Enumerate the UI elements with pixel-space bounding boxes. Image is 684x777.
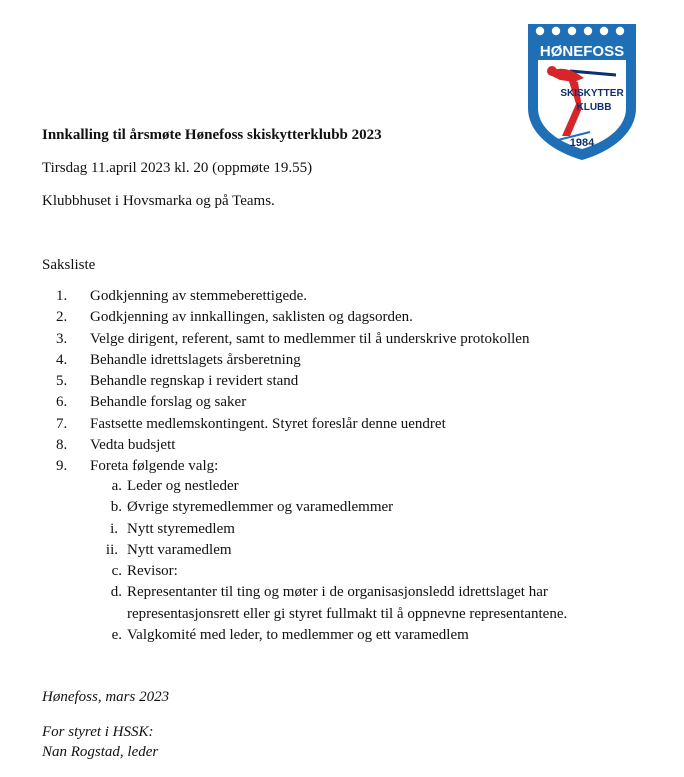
agenda-item-text: Behandle forslag og saker: [90, 394, 247, 411]
sub-item-number: i.: [110, 520, 118, 537]
sub-item-number: c.: [111, 563, 122, 580]
sub-item-number: b.: [110, 499, 122, 516]
agenda-item: [42, 371, 642, 392]
meeting-location: Klubbhuset i Hovsmarka og på Teams.: [42, 193, 275, 209]
agenda-item-number: 1.: [56, 288, 68, 304]
sub-item-number: ii.: [105, 541, 118, 558]
sub-item: [42, 540, 642, 561]
election-sub-list: [42, 476, 642, 646]
logo-middle-text-1: SKISKYTTER: [560, 88, 624, 99]
sub-item-text: Revisor:: [127, 563, 178, 580]
document-title: Innkalling til årsmøte Hønefoss skiskytterklubb 2023: [42, 127, 382, 143]
club-logo: [518, 16, 646, 162]
meeting-date: Tirsdag 11.april 2023 kl. 20 (oppmøte 19.55): [42, 160, 313, 176]
sub-item: [42, 625, 642, 646]
agenda-item-text: Godkjenning av innkallingen, saklisten og dagsorden.: [90, 309, 413, 326]
sub-item-number: e.: [111, 627, 122, 644]
agenda-heading: Saksliste: [42, 257, 96, 273]
sub-item-number: d.: [110, 584, 122, 601]
agenda-item-number: 3.: [56, 330, 68, 347]
logo-year: 1984: [569, 137, 595, 149]
sub-item-text: Representanter til ting og møter i de organisasjonsledd idrettslaget har representasjonsrett eller gi styret fullmakt til å oppnevne representantene.: [127, 584, 568, 622]
agenda-item-text: Godkjenning av stemmeberettigede.: [90, 288, 308, 304]
agenda-list: [42, 286, 642, 478]
agenda-item: [42, 414, 642, 435]
agenda-item-text: Behandle regnskap i revidert stand: [90, 373, 299, 390]
agenda-item-number: 5.: [56, 373, 68, 390]
sub-item: [42, 497, 642, 518]
logo-top-text: HØNEFOSS: [539, 43, 625, 60]
sub-item-number: a.: [111, 478, 122, 494]
agenda-item-number: 8.: [56, 437, 68, 454]
sub-item-text: Øvrige styremedlemmer og varamedlemmer: [127, 499, 394, 516]
agenda-item: [42, 456, 642, 477]
sub-item-text: Leder og nestleder: [127, 478, 239, 494]
signoff-board: For styret i HSSK:: [42, 724, 154, 740]
agenda-item-text: Behandle idrettslagets årsberetning: [90, 351, 301, 368]
sub-item: [42, 561, 642, 582]
sub-item: [42, 519, 642, 540]
agenda-item: [42, 392, 642, 413]
sub-item-text: Valgkomité med leder, to medlemmer og ett varamedlem: [127, 627, 469, 644]
agenda-item-text: Velge dirigent, referent, samt to medlemmer til å underskrive protokollen: [90, 330, 530, 347]
agenda-item-number: 4.: [56, 351, 68, 368]
agenda-item-number: 9.: [56, 458, 68, 475]
agenda-item-number: 7.: [56, 415, 68, 432]
sub-item-text: Nytt styremedlem: [127, 520, 235, 537]
agenda-item: [42, 435, 642, 456]
signoff-name: Nan Rogstad, leder: [42, 744, 159, 760]
agenda-item-number: 2.: [56, 309, 68, 326]
agenda-item-text: Foreta følgende valg:: [90, 458, 219, 475]
logo-middle-text-2: KLUBB: [576, 102, 612, 113]
sub-item: [42, 582, 642, 625]
sub-item-text: Nytt varamedlem: [127, 541, 232, 558]
agenda-item-text: Vedta budsjett: [90, 437, 176, 454]
place-date: Hønefoss, mars 2023: [42, 689, 170, 705]
agenda-item: [42, 307, 642, 328]
agenda-item: [42, 329, 642, 350]
sub-item: [42, 476, 642, 497]
agenda-item: [42, 350, 642, 371]
agenda-item-text: Fastsette medlemskontingent. Styret foreslår denne uendret: [90, 415, 446, 432]
agenda-item: [42, 286, 642, 307]
agenda-item-number: 6.: [56, 394, 68, 411]
